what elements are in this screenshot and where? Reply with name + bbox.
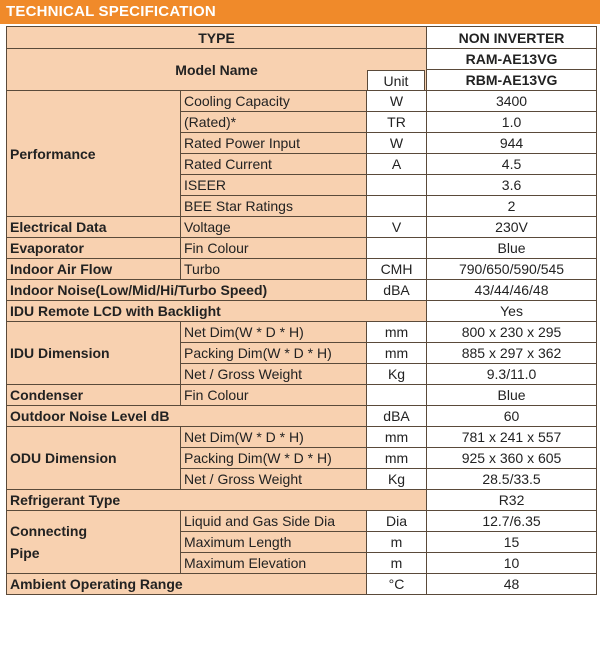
connecting-pipe-row: [7, 511, 597, 532]
condenser-param: Fin Colour: [181, 385, 367, 406]
idu-dimension-row: [7, 322, 597, 343]
odu-dimension-param: Packing Dim(W * D * H): [181, 448, 367, 469]
odu-dimension-unit: mm: [367, 427, 427, 448]
performance-value: 1.0: [427, 112, 597, 133]
connecting-pipe-param: Maximum Elevation: [181, 553, 367, 574]
performance-unit: W: [367, 91, 427, 112]
outdoor-noise-value: 60: [427, 406, 597, 427]
indoor-noise-unit: dBA: [367, 280, 427, 301]
condenser-label: Condenser: [7, 385, 181, 406]
electrical-label: Electrical Data: [7, 217, 181, 238]
outdoor-noise-row: [7, 406, 597, 427]
odu-dimension-row: [7, 427, 597, 448]
odu-dimension-unit: mm: [367, 448, 427, 469]
ambient-row: [7, 574, 597, 595]
indoor-airflow-label: Indoor Air Flow: [7, 259, 181, 280]
indoor-noise-value: 43/44/46/48: [427, 280, 597, 301]
model-row-1: [7, 49, 597, 70]
remote-value: Yes: [427, 301, 597, 322]
performance-param: BEE Star Ratings: [181, 196, 367, 217]
performance-unit: A: [367, 154, 427, 175]
evaporator-param: Fin Colour: [181, 238, 367, 259]
connecting-pipe-param: Liquid and Gas Side Dia: [181, 511, 367, 532]
spec-banner: TECHNICAL SPECIFICATION: [0, 0, 600, 24]
evaporator-value: Blue: [427, 238, 597, 259]
model-name-label: Model Name: [7, 49, 427, 91]
outdoor-noise-label: Outdoor Noise Level dB: [7, 406, 367, 427]
performance-unit: TR: [367, 112, 427, 133]
remote-label: IDU Remote LCD with Backlight: [7, 301, 427, 322]
evaporator-row: [7, 238, 597, 259]
idu-dimension-unit: mm: [367, 343, 427, 364]
idu-dimension-unit: mm: [367, 322, 427, 343]
outdoor-noise-unit: dBA: [367, 406, 427, 427]
idu-dimension-label: IDU Dimension: [7, 322, 181, 385]
connecting-pipe-value: 12.7/6.35: [427, 511, 597, 532]
condenser-unit: [367, 385, 427, 406]
evaporator-label: Evaporator: [7, 238, 181, 259]
type-row: [7, 27, 597, 49]
electrical-value: 230V: [427, 217, 597, 238]
odu-dimension-param: Net Dim(W * D * H): [181, 427, 367, 448]
electrical-param: Voltage: [181, 217, 367, 238]
model-indoor: RAM-AE13VG: [427, 49, 597, 70]
indoor-airflow-value: 790/650/590/545: [427, 259, 597, 280]
evaporator-unit: [367, 238, 427, 259]
refrigerant-label: Refrigerant Type: [7, 490, 427, 511]
indoor-noise-label: Indoor Noise(Low/Mid/Hi/Turbo Speed): [7, 280, 367, 301]
performance-label: Performance: [7, 91, 181, 217]
type-label: TYPE: [7, 27, 427, 49]
ambient-label: Ambient Operating Range: [7, 574, 367, 595]
connecting-pipe-label-line1: Connecting: [10, 523, 87, 539]
connecting-pipe-value: 15: [427, 532, 597, 553]
performance-param: Rated Current: [181, 154, 367, 175]
odu-dimension-value: 28.5/33.5: [427, 469, 597, 490]
idu-dimension-param: Net Dim(W * D * H): [181, 322, 367, 343]
performance-value: 944: [427, 133, 597, 154]
model-outdoor: RBM-AE13VG: [427, 70, 597, 91]
indoor-airflow-unit: CMH: [367, 259, 427, 280]
connecting-pipe-value: 10: [427, 553, 597, 574]
odu-dimension-label: ODU Dimension: [7, 427, 181, 490]
performance-row: [7, 91, 597, 112]
odu-dimension-unit: Kg: [367, 469, 427, 490]
idu-dimension-param: Net / Gross Weight: [181, 364, 367, 385]
odu-dimension-value: 925 x 360 x 605: [427, 448, 597, 469]
connecting-pipe-unit: Dia: [367, 511, 427, 532]
performance-value: 2: [427, 196, 597, 217]
performance-value: 4.5: [427, 154, 597, 175]
indoor-airflow-row: [7, 259, 597, 280]
connecting-pipe-param: Maximum Length: [181, 532, 367, 553]
idu-dimension-param: Packing Dim(W * D * H): [181, 343, 367, 364]
type-value: NON INVERTER: [427, 27, 597, 49]
idu-dimension-value: 885 x 297 x 362: [427, 343, 597, 364]
performance-param: ISEER: [181, 175, 367, 196]
electrical-row: [7, 217, 597, 238]
unit-header: Unit: [367, 70, 425, 90]
connecting-pipe-unit: m: [367, 553, 427, 574]
performance-param: Rated Power Input: [181, 133, 367, 154]
idu-dimension-value: 800 x 230 x 295: [427, 322, 597, 343]
idu-dimension-unit: Kg: [367, 364, 427, 385]
refrigerant-value: R32: [427, 490, 597, 511]
indoor-noise-row: [7, 280, 597, 301]
condenser-value: Blue: [427, 385, 597, 406]
idu-dimension-value: 9.3/11.0: [427, 364, 597, 385]
ambient-value: 48: [427, 574, 597, 595]
connecting-pipe-label-line2: Pipe: [10, 545, 40, 561]
refrigerant-row: [7, 490, 597, 511]
condenser-row: [7, 385, 597, 406]
performance-value: 3400: [427, 91, 597, 112]
performance-unit: [367, 196, 427, 217]
performance-param: (Rated)*: [181, 112, 367, 133]
performance-unit: [367, 175, 427, 196]
odu-dimension-param: Net / Gross Weight: [181, 469, 367, 490]
performance-param: Cooling Capacity: [181, 91, 367, 112]
connecting-pipe-label: [7, 511, 181, 574]
odu-dimension-value: 781 x 241 x 557: [427, 427, 597, 448]
electrical-unit: V: [367, 217, 427, 238]
connecting-pipe-unit: m: [367, 532, 427, 553]
indoor-airflow-param: Turbo: [181, 259, 367, 280]
remote-row: [7, 301, 597, 322]
performance-unit: W: [367, 133, 427, 154]
performance-value: 3.6: [427, 175, 597, 196]
ambient-unit: °C: [367, 574, 427, 595]
spec-table: [6, 26, 597, 595]
